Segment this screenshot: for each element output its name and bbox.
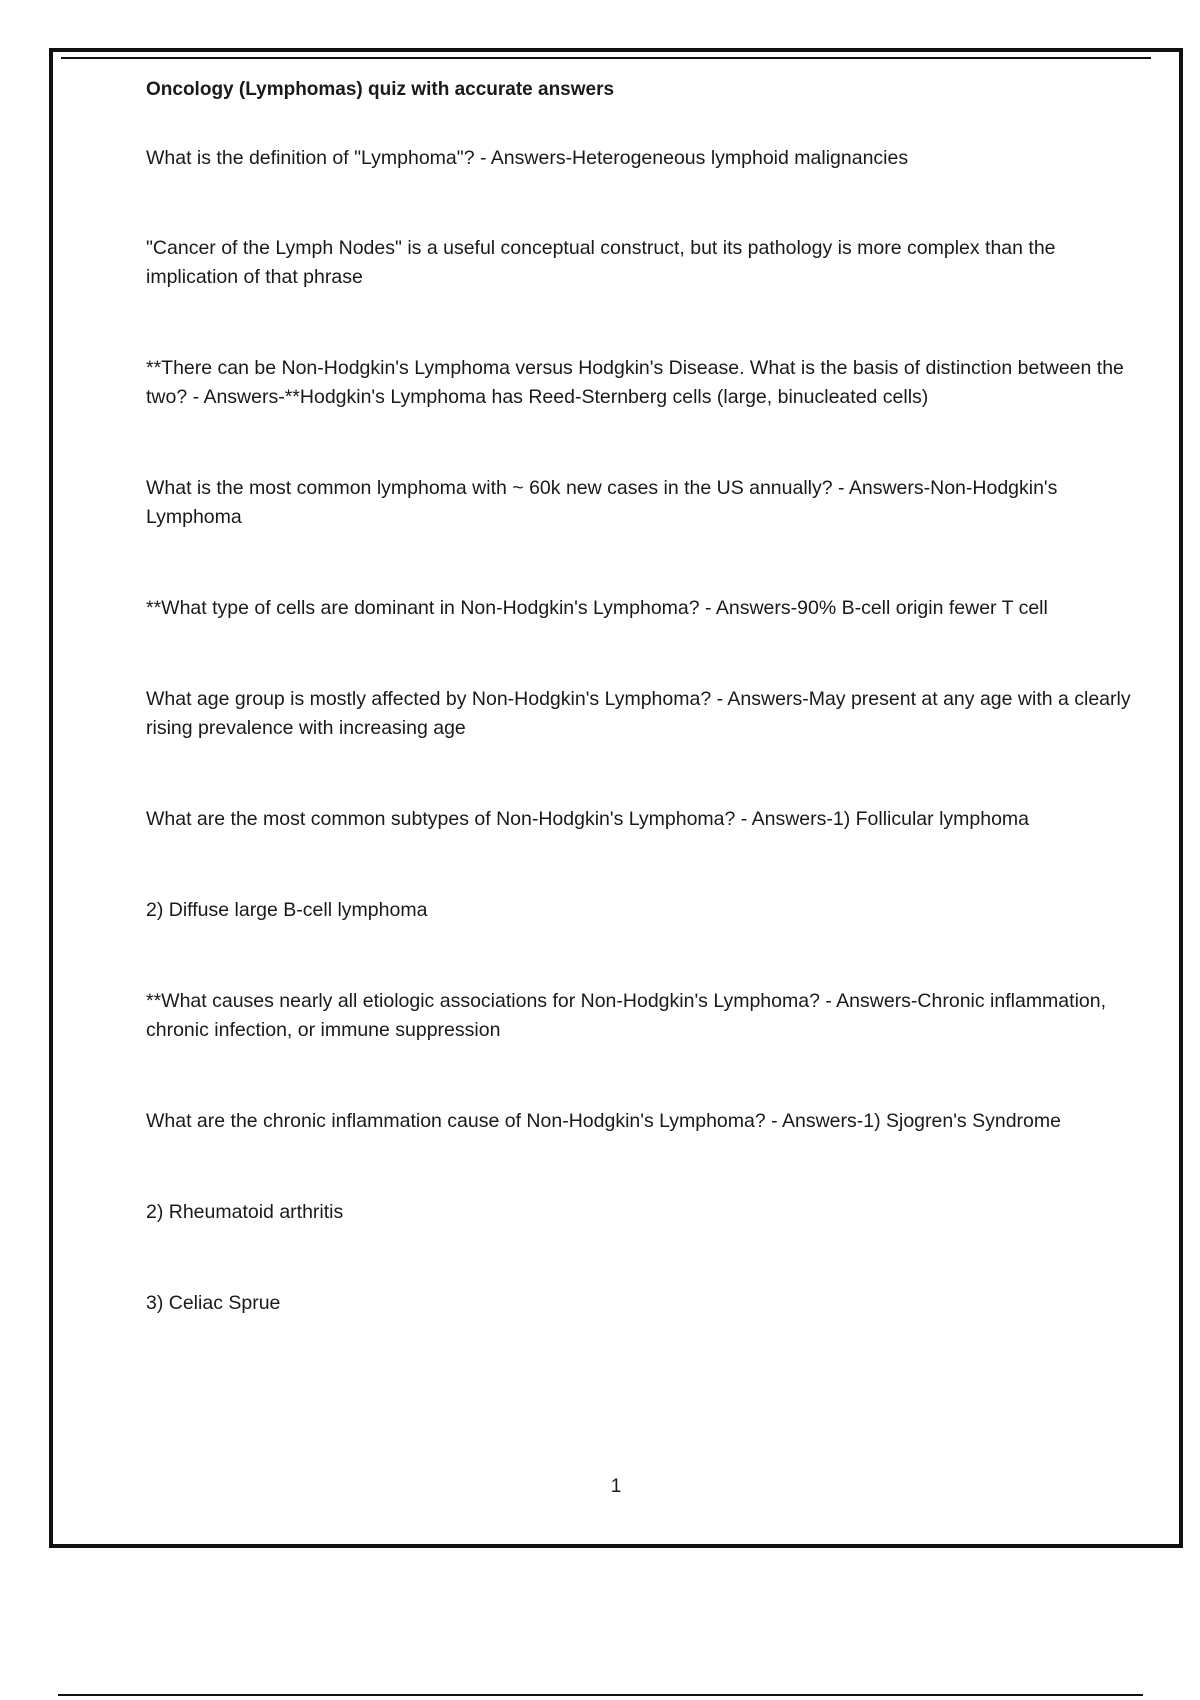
document-title: Oncology (Lymphomas) quiz with accurate answers	[146, 79, 615, 100]
page-number: 1	[610, 1476, 622, 1497]
paragraph-inflammation-2: 2) Rheumatoid arthritis	[146, 1201, 344, 1223]
page-content	[146, 76, 1136, 1318]
qa-list	[146, 144, 1136, 1318]
paragraph-chronic-inflammation: What are the chronic inflammation cause of Non-Hodgkin's Lymphoma? - Answers-1) Sjogren's Syndrome	[146, 1110, 1061, 1132]
paragraph-most-common-lymphoma: What is the most common lymphoma with ~ 60k new cases in the US annually? - Answers-Non-Hodgkin's Lymphoma	[146, 477, 1058, 528]
paragraph-etiologic-causes: **What causes nearly all etiologic associations for Non-Hodgkin's Lymphoma? - Answers-Chronic inflammation, chronic infection, or immune suppression	[146, 990, 1107, 1041]
paragraph-common-subtypes: What are the most common subtypes of Non-Hodgkin's Lymphoma? - Answers-1) Follicular lymphoma	[146, 808, 1030, 830]
page-frame	[49, 48, 1183, 1548]
bottom-rule	[58, 1694, 1143, 1696]
paragraph-subtype-2: 2) Diffuse large B-cell lymphoma	[146, 899, 428, 921]
paragraph-hodgkin-distinction: **There can be Non-Hodgkin's Lymphoma versus Hodgkin's Disease. What is the basis of distinction between the two? - Answers-**Hodgkin's Lymphoma has Reed-Sternberg cells (large, binucleated cells)	[146, 357, 1124, 408]
paragraph-cancer-lymph-nodes: "Cancer of the Lymph Nodes" is a useful conceptual construct, but its pathology is more complex than the implication of that phrase	[146, 237, 1056, 288]
paragraph-inflammation-3: 3) Celiac Sprue	[146, 1292, 281, 1314]
paragraph-age-group: What age group is mostly affected by Non-Hodgkin's Lymphoma? - Answers-May present at any age with a clearly rising prevalence with increasing age	[146, 688, 1131, 739]
top-rule	[61, 57, 1151, 59]
paragraph-definition: What is the definition of "Lymphoma"? - Answers-Heterogeneous lymphoid malignancies	[146, 147, 909, 169]
paragraph-dominant-cells: **What type of cells are dominant in Non-Hodgkin's Lymphoma? - Answers-90% B-cell origin fewer T cell	[146, 597, 1048, 619]
